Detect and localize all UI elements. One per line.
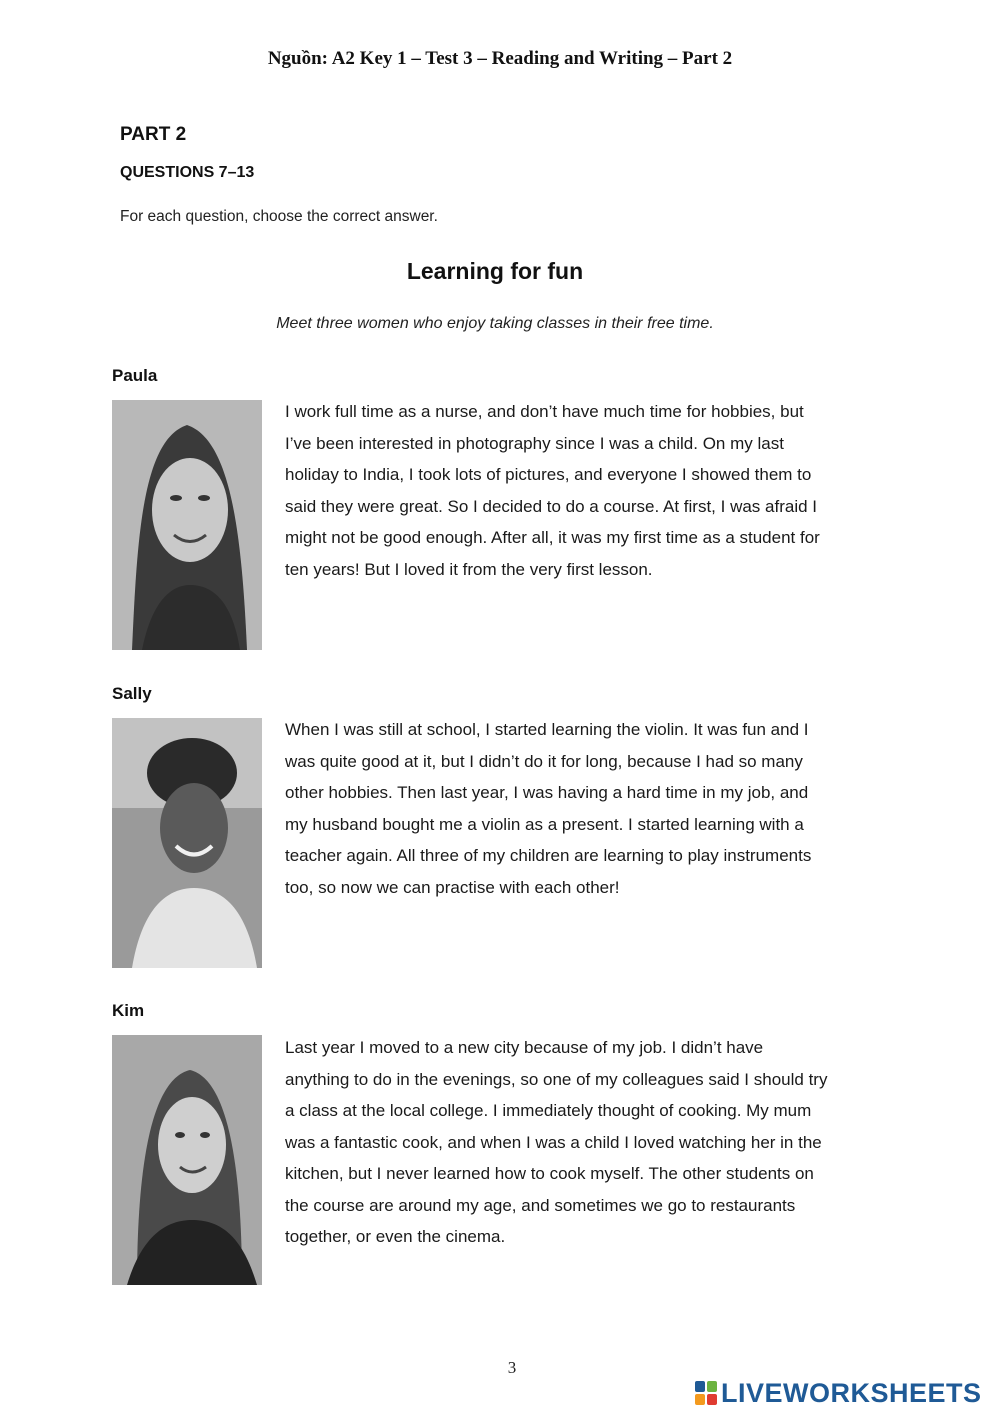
text-line: When I was still at school, I started learning the violin. It was fun and I <box>285 720 809 739</box>
article-subtitle: Meet three women who enjoy taking classes in their free time. <box>276 315 714 332</box>
text-line: the course are around my age, and sometimes we go to restaurants <box>285 1195 796 1215</box>
text-line: I’ve been interested in photography since I was a child. On my last <box>285 433 784 453</box>
text-line: I work full time as a nurse, and don’t have much time for hobbies, but <box>285 402 804 421</box>
text-line: other hobbies. Then last year, I was having a hard time in my job, and <box>285 783 809 802</box>
text-line: was a fantastic cook, and when I was a child I loved watching her in the <box>285 1132 822 1152</box>
questions-heading: QUESTIONS 7–13 <box>120 164 255 181</box>
photo-sally <box>112 718 262 968</box>
liveworksheets-logo[interactable] <box>695 1378 982 1408</box>
paragraph-paula <box>285 396 895 585</box>
text-line: a class at the local college. I immediately thought of cooking. My mum <box>285 1101 812 1120</box>
paragraph-sally <box>285 714 895 903</box>
page-number: 3 <box>507 1358 517 1377</box>
person-name-paula: Paula <box>112 366 158 385</box>
article-title: Learning for fun <box>406 258 584 284</box>
person-name-kim: Kim <box>112 1001 145 1020</box>
text-line: holiday to India, I took lots of pictures, and everyone I showed them to <box>285 465 812 484</box>
text-line: said they were great. So I decided to do a course. At first, I was afraid I <box>285 496 817 516</box>
paragraph-kim <box>285 1032 895 1253</box>
photo-paula <box>112 400 262 650</box>
portrait-image <box>112 1035 262 1285</box>
liveworksheets-logo-icon <box>695 1381 717 1405</box>
text-line: teacher again. All three of my children are learning to play instruments <box>285 846 812 865</box>
text-line: together, or even the cinema. <box>285 1227 506 1246</box>
text-line: too, so now we can practise with each other! <box>285 877 620 897</box>
text-line: my husband bought me a violin as a present. I started learning with a <box>285 814 804 834</box>
source-header: Nguồn: A2 Key 1 – Test 3 – Reading and Writing – Part 2 <box>267 48 733 69</box>
instruction-text: For each question, choose the correct answer. <box>120 208 438 225</box>
logo-text: LIVEWORKSHEETS <box>721 1377 982 1408</box>
part-heading: PART 2 <box>120 124 187 145</box>
portrait-image <box>112 400 262 650</box>
portrait-image <box>112 718 262 968</box>
text-line: Last year I moved to a new city because of my job. I didn’t have <box>285 1038 764 1057</box>
text-line: ten years! But I loved it from the very first lesson. <box>285 559 653 579</box>
photo-kim <box>112 1035 262 1285</box>
text-line: might not be good enough. After all, it was my first time as a student for <box>285 528 820 547</box>
text-line: anything to do in the evenings, so one of my colleagues said I should try <box>285 1069 828 1089</box>
person-name-sally: Sally <box>112 684 152 703</box>
text-line: was quite good at it, but I didn’t do it for long, because I had so many <box>285 751 803 771</box>
text-line: kitchen, but I never learned how to cook myself. The other students on <box>285 1164 814 1183</box>
